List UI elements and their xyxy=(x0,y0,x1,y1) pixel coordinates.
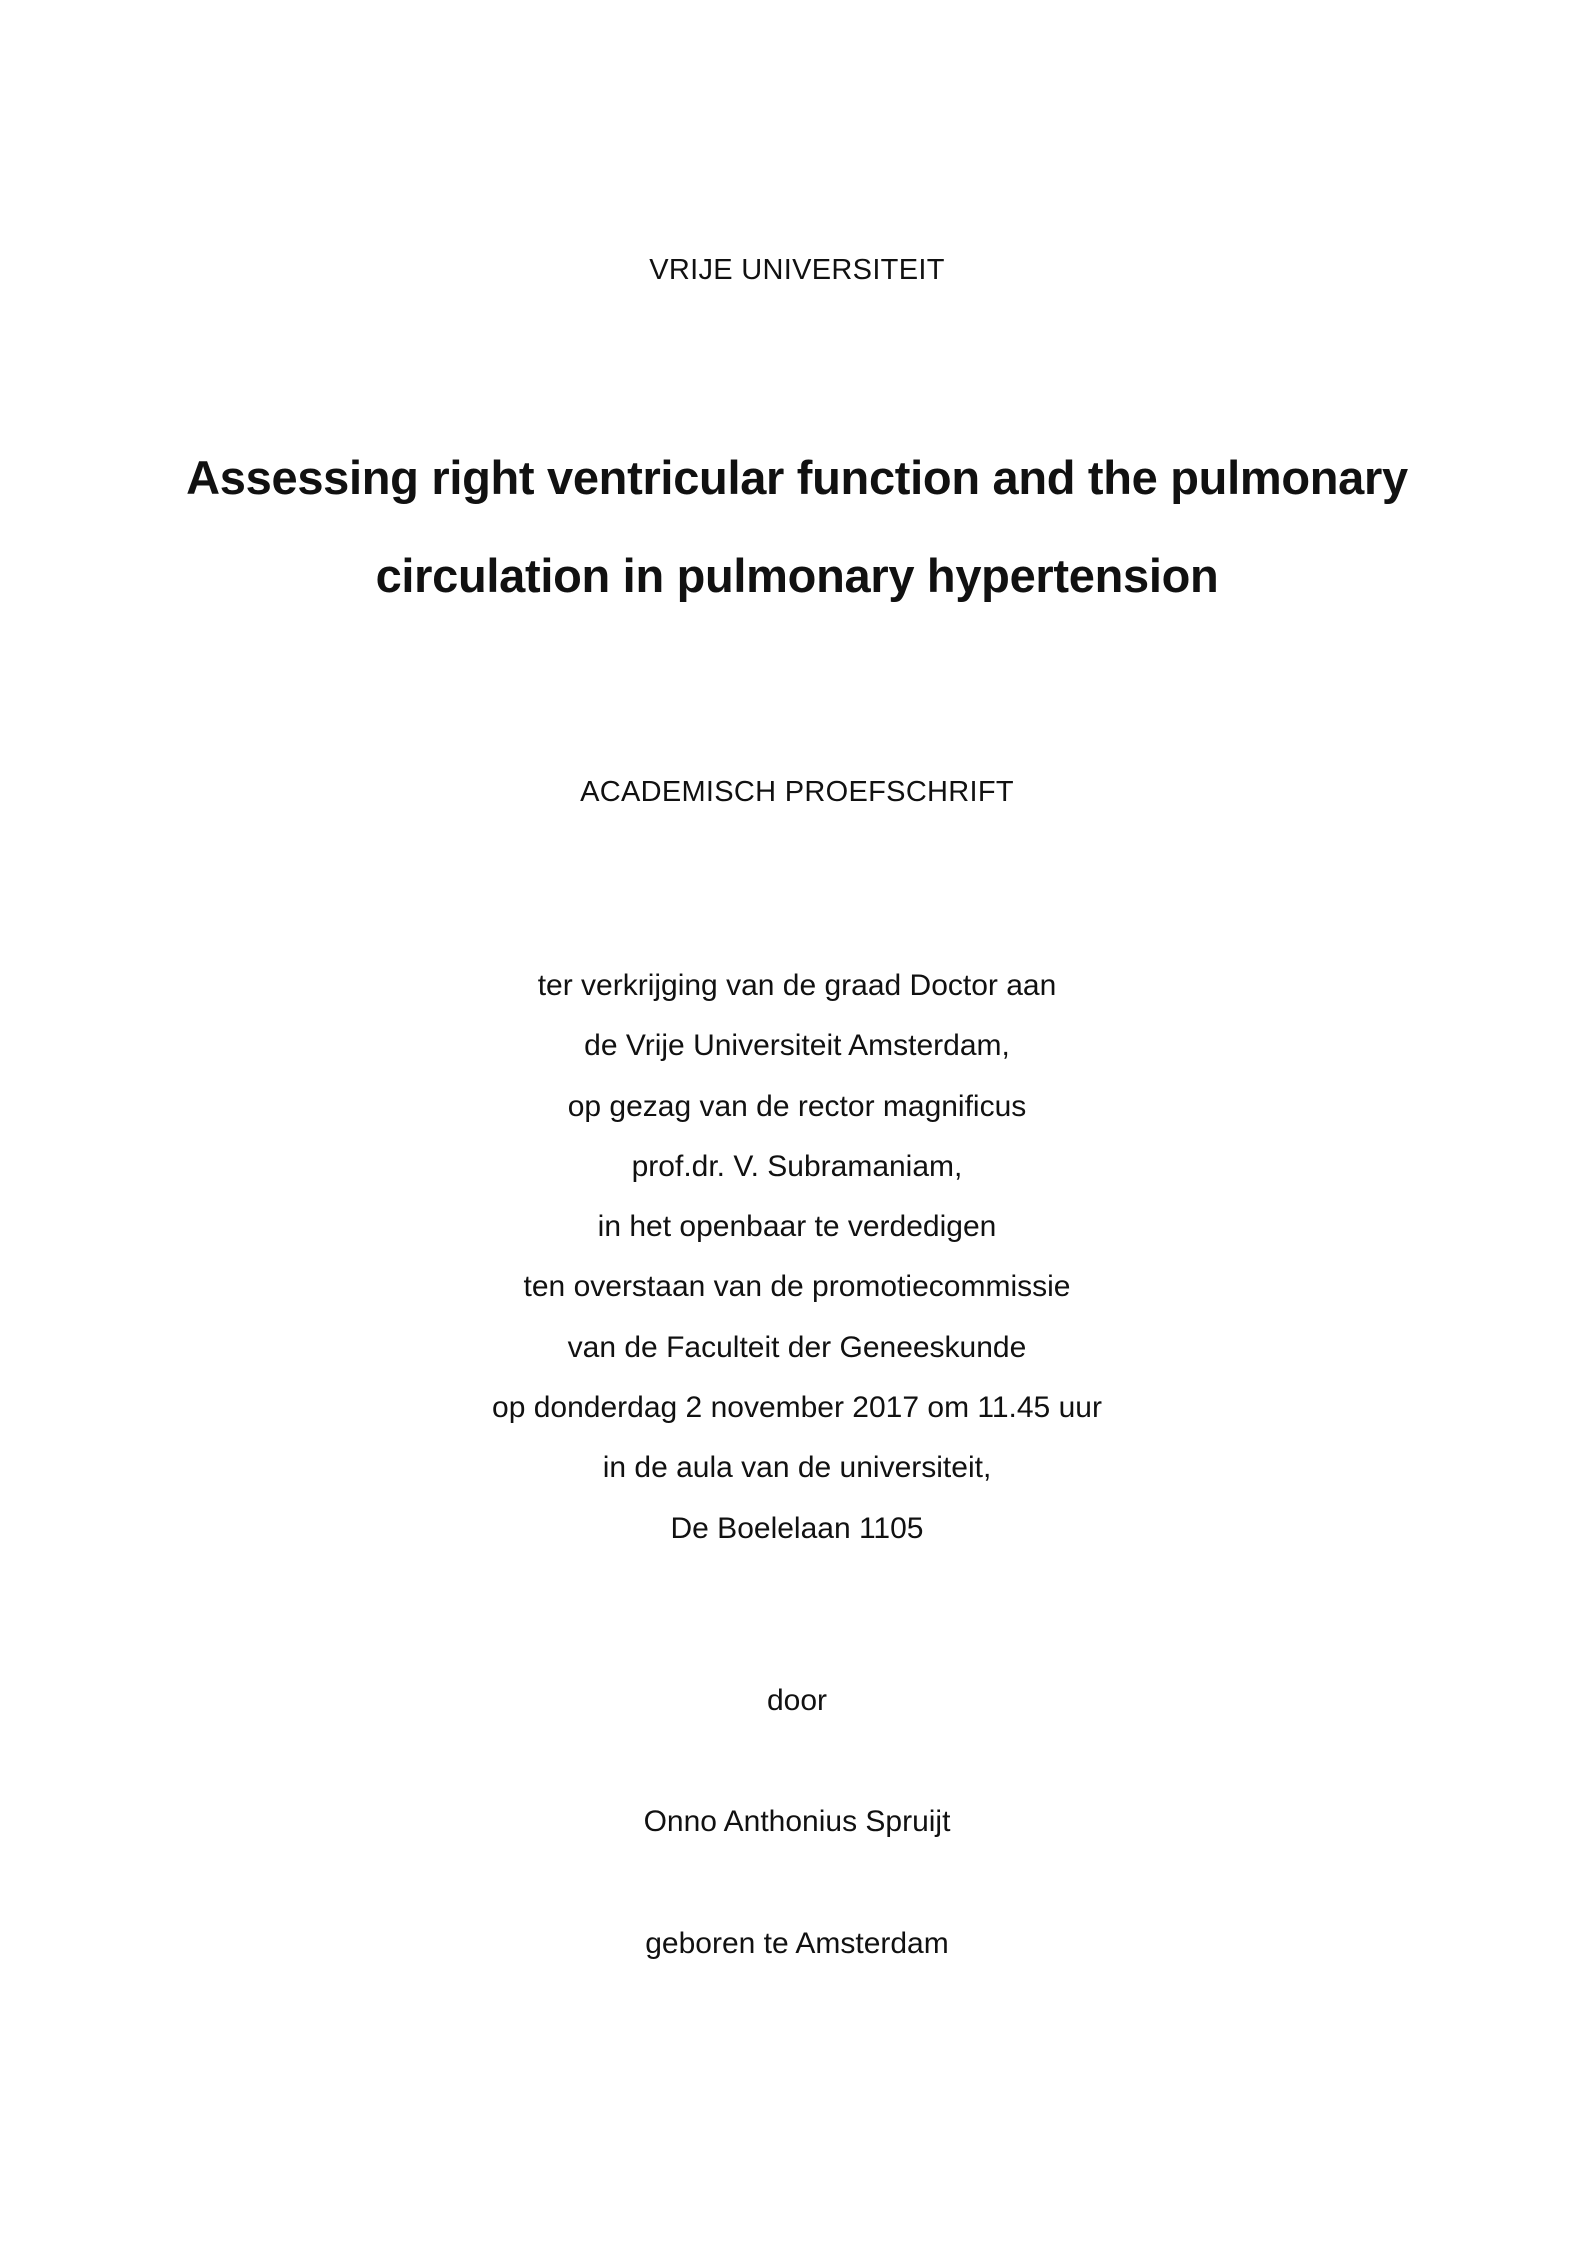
author-name: Onno Anthonius Spruijt xyxy=(643,1805,951,1838)
details-line: op gezag van de rector magnificus xyxy=(567,1089,1027,1123)
details-line: op donderdag 2 november 2017 om 11.45 uur xyxy=(492,1391,1102,1425)
details-line: van de Faculteit der Geneeskunde xyxy=(567,1330,1027,1364)
details-line: prof.dr. V. Subramaniam, xyxy=(631,1149,963,1183)
details-line: in de aula van de universiteit, xyxy=(602,1451,992,1485)
details-line: de Vrije Universiteit Amsterdam, xyxy=(584,1029,1010,1063)
birthplace: geboren te Amsterdam xyxy=(645,1927,949,1960)
document-type: ACADEMISCH PROEFSCHRIFT xyxy=(580,776,1014,808)
details-line: De Boelelaan 1105 xyxy=(670,1511,924,1545)
details-line: ter verkrijging van de graad Doctor aan xyxy=(537,969,1057,1002)
details-line: in het openbaar te verdedigen xyxy=(597,1210,997,1244)
defense-details xyxy=(0,956,1594,1559)
details-line: ten overstaan van de promotiecommissie xyxy=(523,1270,1071,1304)
thesis-title-line-2: circulation in pulmonary hypertension xyxy=(375,549,1219,602)
by-label: door xyxy=(766,1684,828,1717)
university-name: VRIJE UNIVERSITEIT xyxy=(649,254,945,286)
thesis-title-line-1: Assessing right ventricular function and the pulmonary xyxy=(186,451,1408,504)
